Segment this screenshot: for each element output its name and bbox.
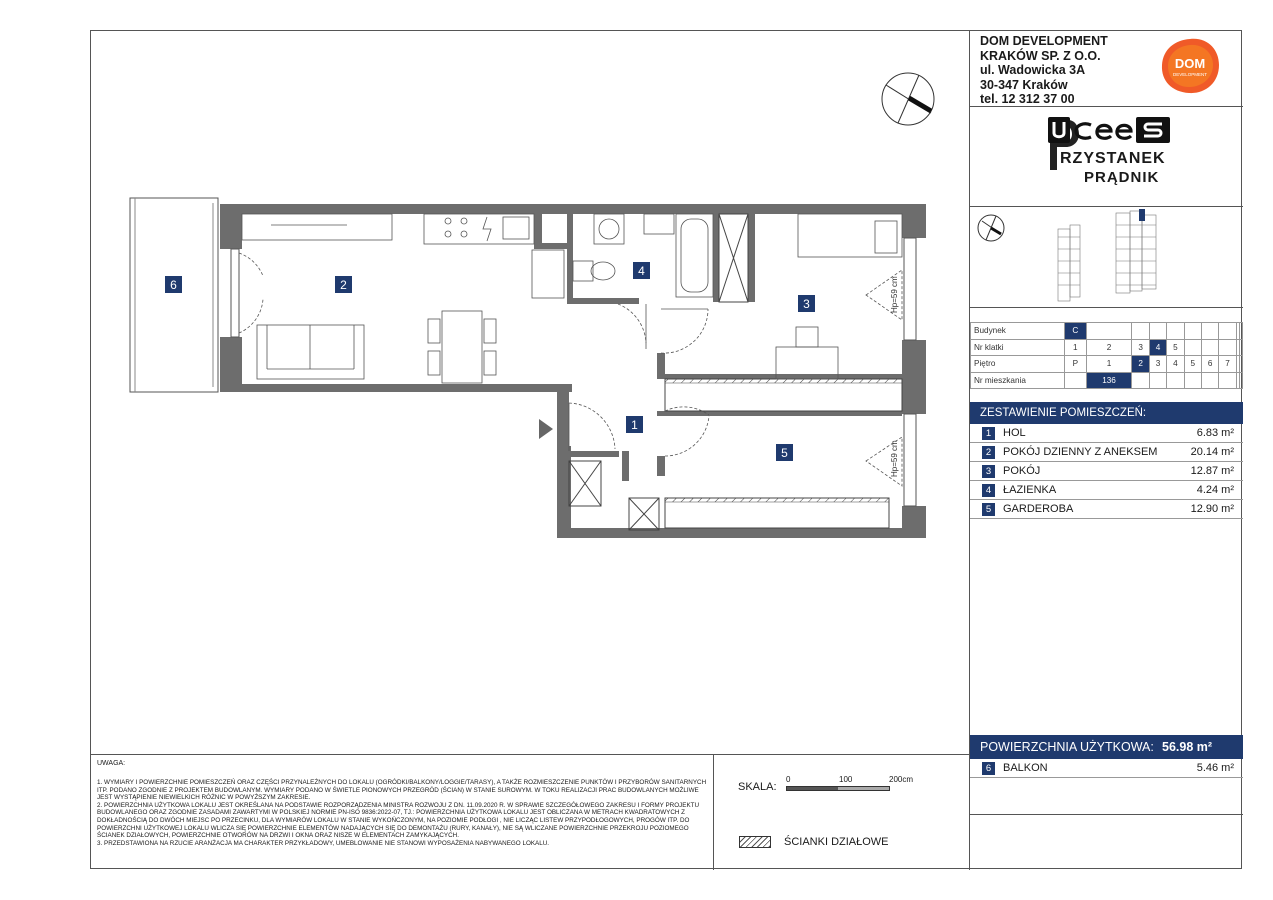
locator-label-apartment: Nr mieszkania <box>971 372 1065 389</box>
walls <box>220 204 926 538</box>
stairs-cell: 5 <box>1167 339 1184 356</box>
notes-text <box>97 779 709 847</box>
building-cell: C <box>1065 323 1087 340</box>
uceeS-logo <box>1048 116 1172 144</box>
room-area: 4.24 m² <box>1196 484 1234 496</box>
svg-text:DOM: DOM <box>1174 56 1206 71</box>
svg-text:1: 1 <box>631 418 638 432</box>
scale-tick-0: 0 <box>786 775 791 784</box>
company-city: 30-347 Kraków <box>980 77 1068 92</box>
room-name: POKÓJ <box>1003 465 1041 477</box>
sill-height-label: Hp=59 cm <box>890 440 899 477</box>
room-area: 20.14 m² <box>1190 446 1234 458</box>
room-number-badge: 4 <box>982 484 995 497</box>
floor-cell: 4 <box>1167 356 1184 373</box>
floor-cell: 6 <box>1201 356 1218 373</box>
company-info <box>980 34 1108 107</box>
room-area: 6.83 m² <box>1196 427 1234 439</box>
windows <box>231 238 916 506</box>
scale-bar <box>786 786 890 791</box>
partition-legend-swatch <box>739 836 771 848</box>
room-number-badge: 6 <box>982 762 995 775</box>
divider <box>970 814 1243 815</box>
stairs-cell: 3 <box>1132 339 1149 356</box>
company-street: ul. Wadowicka 3A <box>980 63 1086 78</box>
dom-development-logo <box>1159 37 1221 95</box>
note-1: 1. WYMIARY I POWIERZCHNIE POMIESZCZEŃ ORAZ CZĘŚCI PRZYNALEŻNYCH DO LOKALU (OGRÓDKI/BALKONY/LOGGIE/TARASY), A TAKŻE ROZMIESZCZENIE PUNKTÓW I PRZYBORÓW SANITARNYCH ITP. PODANO ZGODNIE Z PROJEKTEM BUDOWLANYM. WYMIARY PODANO W ŚWIETLE PIONOWYCH PRZEGRÓD (ŚCIAN) W STANIE SUROWYM. W TOKU REALIZACJI PRAC BUDOWLANYCH MOŻLIWE JEST WYSTĄPIENIE NIEWIELKICH RÓŻNIC W POWYŻSZYM ZAKRESIE. <box>97 779 707 802</box>
room-label-4 <box>633 262 650 279</box>
sofa <box>257 325 364 379</box>
scale-tick-100: 100 <box>839 775 853 784</box>
svg-text:2: 2 <box>340 278 347 292</box>
drawing-sheet <box>90 30 1242 869</box>
room-number-badge: 3 <box>982 465 995 478</box>
compass-icon <box>882 73 934 125</box>
company-name: DOM DEVELOPMENT <box>980 34 1108 48</box>
room-number-badge: 5 <box>982 503 995 516</box>
divider <box>970 307 1243 308</box>
dining-table <box>428 311 496 383</box>
floor-cell: 3 <box>1149 356 1166 373</box>
notes-panel <box>91 754 714 870</box>
room-row <box>970 481 1243 500</box>
room-row <box>970 424 1243 443</box>
mini-compass-icon <box>978 215 1004 241</box>
scale-label: SKALA: <box>738 781 777 793</box>
room-area: 12.90 m² <box>1190 503 1234 515</box>
room-number-badge: 2 <box>982 446 995 459</box>
company-name-2: KRAKÓW SP. Z O.O. <box>980 48 1101 63</box>
room-label-1 <box>626 416 643 433</box>
room-label-2 <box>335 276 352 293</box>
site-plan-thumbnail <box>970 207 1243 307</box>
note-3: 3. PRZEDSTAWIONA NA RZUCIE ARANŻACJA MA CHARAKTER PRZYKŁADOWY, UMEBLOWANIE NIE STANOWI WYPOSAŻENIA NABYWANEGO LOKALU. <box>97 839 550 847</box>
rooms-table-header: ZESTAWIENIE POMIESZCZEŃ: <box>970 402 1243 424</box>
room-name: ŁAZIENKA <box>1003 484 1057 496</box>
room-label-5 <box>776 444 793 461</box>
room-name: BALKON <box>1003 762 1048 774</box>
stairs-cell: 1 <box>1065 339 1087 356</box>
svg-text:3: 3 <box>803 297 810 311</box>
room-row <box>970 443 1243 462</box>
scale-tick-200: 200cm <box>889 775 914 784</box>
room-label-6 <box>165 276 182 293</box>
info-panel <box>969 31 1243 870</box>
partition-walls <box>569 214 902 530</box>
partition-legend-label: ŚCIANKI DZIAŁOWE <box>784 836 889 848</box>
floor-cell: 5 <box>1184 356 1201 373</box>
bed <box>776 214 902 486</box>
project-name-line-2: PRĄDNIK <box>1084 169 1160 186</box>
room-row <box>970 462 1243 481</box>
entrance-arrow-icon <box>539 419 553 439</box>
room-label-3 <box>798 295 815 312</box>
usable-area-label: POWIERZCHNIA UŻYTKOWA: <box>980 740 1154 754</box>
stairs-cell: 2 <box>1086 339 1132 356</box>
scale-legend-panel <box>713 754 970 870</box>
svg-text:4: 4 <box>638 264 645 278</box>
note-2: 2. POWIERZCHNIA UŻYTKOWA LOKALU JEST OKREŚLANA NA PODSTAWIE ROZPORZĄDZENIA MINISTRA ROZWOJU Z DN. 11.09.2020 R. W SPRAWIE SZCZEGÓŁOWEGO ZAKRESU I FORMY PROJEKTU BUDOWLANEGO ORAZ ZGODNIE ZASADAMI ZAWARTYMI W POLSKIEJ NORMIE PN-ISO 9836:2022-07, TJ.: POWIERZCHNIA UŻYTKOWA LOKALU JEST OBLICZANA W METRACH KWADRATOWYCH Z DOKŁADNOŚCIĄ DO DWÓCH MIEJSC PO PRZECINKU, DLA WYMIARÓW LOKALU W STANIE WYKOŃCZONYM, NA POZIOMIE PODŁOGI , NIE LICZĄC LISTEW PRZYPODŁOGOWYCH, PROGÓW ITP. DO POWIERZCHNI UŻYTKOWEJ LOKALU WLICZA SIĘ POWIERZCHNIE ELEMENTÓW NADAJĄCYCH SIĘ DO DEMONTAŻU (RURY, KANAŁY), NIE SĄ WLICZANE POWIERZCHNIE PRZEKROJU POZIOMEGO ŚCIANEK DZIAŁOWYCH, POWIERZCHNIE OTWORÓW NA DRZWI I OKNA ORAZ NISZE W ELEMENTACH ZAMYKAJĄCYCH. <box>97 801 700 840</box>
balcony-row <box>970 759 1243 778</box>
floor-cell: P <box>1065 356 1087 373</box>
floor-cell: 1 <box>1086 356 1132 373</box>
svg-text:DEVELOPMENT: DEVELOPMENT <box>1172 72 1208 77</box>
svg-text:6: 6 <box>170 278 177 292</box>
apartment-number-cell: 136 <box>1086 372 1132 389</box>
room-number-badge: 1 <box>982 427 995 440</box>
room-name: POKÓJ DZIENNY Z ANEKSEM <box>1003 446 1158 458</box>
usable-area-total <box>970 735 1243 759</box>
company-phone: tel. 12 312 37 00 <box>980 92 1075 107</box>
floor-cell-selected: 2 <box>1132 356 1149 373</box>
stairs-cell-selected: 4 <box>1149 339 1166 356</box>
locator-label-stairs: Nr klatki <box>971 339 1065 356</box>
divider <box>970 106 1243 107</box>
usable-area-value: 56.98 m² <box>1162 740 1213 754</box>
locator-label-floor: Piętro <box>971 356 1065 373</box>
svg-text:5: 5 <box>781 446 788 460</box>
balcony-outline <box>130 198 218 392</box>
notes-title: UWAGA: <box>97 760 126 767</box>
floor-plan <box>91 31 970 754</box>
sill-height-label: Hp=59 cm <box>890 276 899 313</box>
bathroom-fixtures <box>532 214 713 353</box>
room-row <box>970 500 1243 519</box>
kitchen-counter <box>242 214 534 244</box>
room-area: 5.46 m² <box>1196 762 1234 774</box>
room-name: GARDEROBA <box>1003 503 1074 515</box>
apartment-locator-table <box>970 322 1243 389</box>
locator-label-building: Budynek <box>971 323 1065 340</box>
room-area: 12.87 m² <box>1190 465 1234 477</box>
project-name-line-1: RZYSTANEK <box>1060 150 1166 167</box>
room-name: HOL <box>1003 427 1026 439</box>
floor-cell: 7 <box>1219 356 1236 373</box>
balcony-door <box>239 253 263 333</box>
